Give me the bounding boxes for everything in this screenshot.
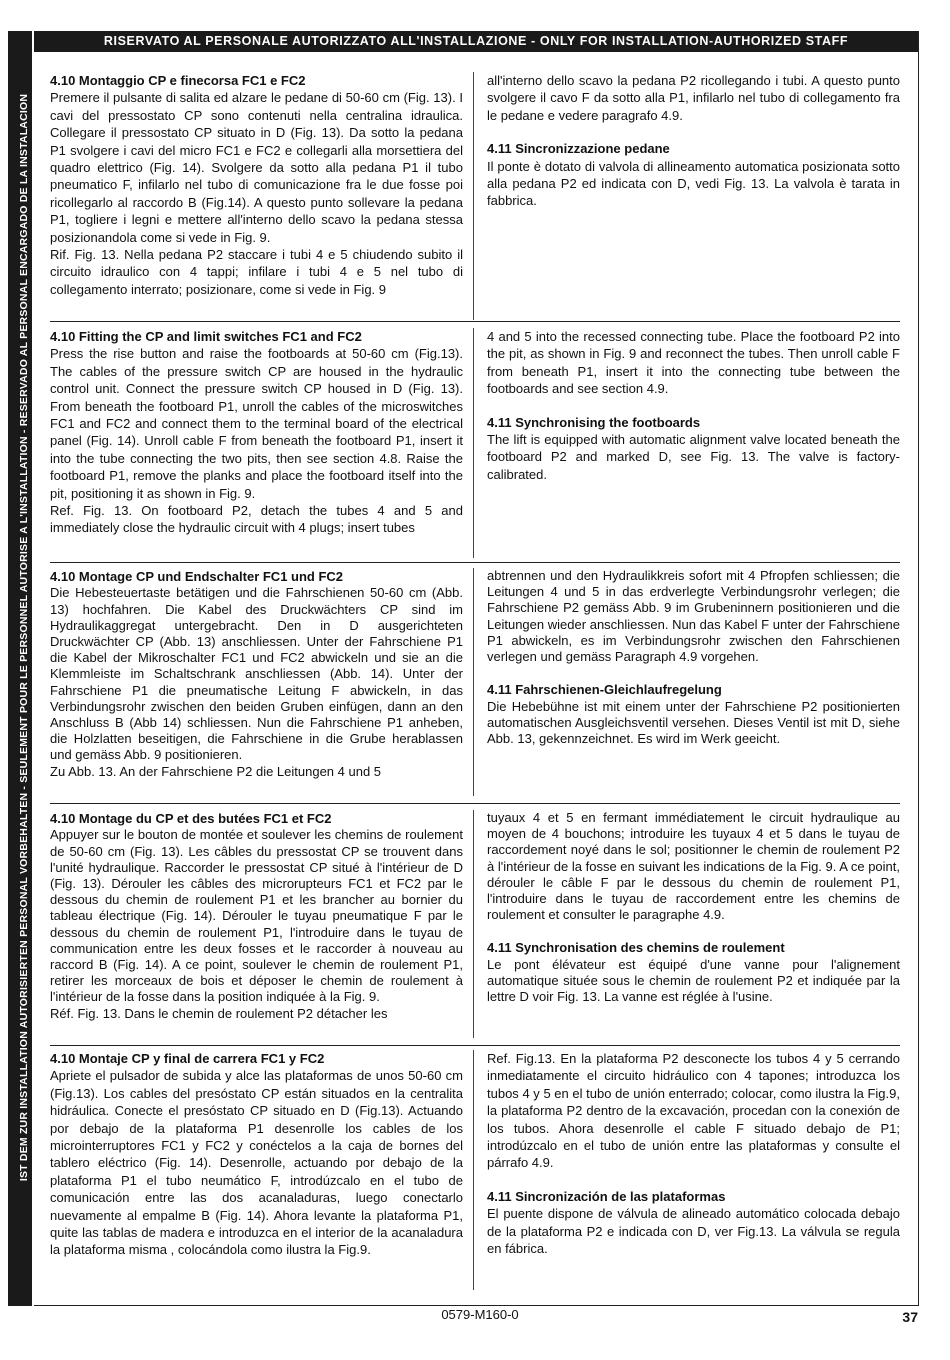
section-fr-right-body: tuyaux 4 et 5 en fermant immédiatement le circuit hydraulique au moyen de 4 bouchons; introduire les tuyaux 4 et 5 dans le tuyau de raccordement noyé dans le sol; positionner le chemin de roulement P2 à l'intérieur de la fosse en suivant les indications de la Fig. 9. A ce point, dérouler le câble F par le dessous du chemin de roulement P1, l'introduire dans le tuyau de raccordement entre les chemins de roulement et consulter le paragraphe 4.9. bbox=[487, 810, 900, 923]
section-en-title: 4.10 Fitting the CP and limit switches FC1 and FC2 bbox=[50, 329, 362, 344]
section-divider bbox=[50, 321, 900, 322]
section-it-title: 4.10 Montaggio CP e finecorsa FC1 e FC2 bbox=[50, 73, 306, 88]
section-de-right-column bbox=[487, 568, 900, 747]
section-es-right-body: Ref. Fig.13. En la plataforma P2 desconecte los tubos 4 y 5 cerrando inmediatamente el circuito hidráulico con 4 tapones; introduzca los tubos 4 y 5 en el tubo de unión enterrado; colocar, como ilustra la Fig.9, la plataforma P2 dentro de la excavación, procedan con la conexión de los tubos. Ahora desenrolle el cable F situado debajo de P1; introdúzcalo en el tubo de unión entre las plataformas y consulte el párrafo 4.9. bbox=[487, 1051, 900, 1171]
section-divider bbox=[50, 803, 900, 804]
section-de-sync-title: 4.11 Fahrschienen-Gleichlaufregelung bbox=[487, 682, 722, 698]
section-en-left-column bbox=[50, 328, 463, 537]
section-it-right-column bbox=[487, 72, 900, 210]
section-it-sync-title: 4.11 Sincronizzazione pedane bbox=[487, 141, 670, 157]
column-divider bbox=[473, 568, 474, 796]
section-fr-body-2: Réf. Fig. 13. Dans le chemin de roulement P2 détacher les bbox=[50, 1005, 388, 1021]
section-en-body-2: Ref. Fig. 13. On footboard P2, detach the tubes 4 and 5 and immediately close the hydraulic circuit with 4 plugs; insert tubes bbox=[50, 503, 463, 536]
section-it-right-body: all'interno dello scavo la pedana P2 ricollegando i tubi. A questo punto svolgere il cavo F da sotto alla P1, infilarlo nel tubo di collegamento fra le pedane e vedere paragrafo 4.9. bbox=[487, 73, 900, 123]
section-en-sync-title: 4.11 Synchronising the footboards bbox=[487, 414, 701, 430]
section-es-left-column bbox=[50, 1050, 463, 1259]
section-en-right-column bbox=[487, 328, 900, 483]
section-en-right-body: 4 and 5 into the recessed connecting tube. Place the footboard P2 into the pit, as shown in Fig. 9 and reconnect the tubes. Then unroll cable F from beneath P1, insert it into the connecting tube between the footboards and see section 4.9. bbox=[487, 329, 900, 397]
section-it-left-column bbox=[50, 72, 463, 298]
section-es-sync-body: El puente dispone de válvula de alineado automático colocada debajo de la plataforma P2 e indicada con D, ver Fig.13. La válvula se regula en fábrica. bbox=[487, 1206, 900, 1257]
section-it-sync-body: Il ponte è dotato di valvola di allineamento automatica posizionata sotto alla pedana P2 ed indicata con D, vedi Fig. 13. La valvola è tarata in fabbrica. bbox=[487, 158, 900, 209]
page-number: 37 bbox=[902, 1309, 918, 1325]
document-code: 0579-M160-0 bbox=[441, 1307, 519, 1322]
section-en-sync-body: The lift is equipped with automatic alignment valve located beneath the footboard P2 and marked D, see Fig. 13. The valve is factory-calibrated. bbox=[487, 432, 900, 482]
column-divider bbox=[473, 72, 474, 320]
section-en-body: Press the rise button and raise the footboards at 50-60 cm (Fig.13). The cables of the pressure switch CP are housed in the hydraulic control unit. Connect the pressure switch CP housed in D (Fig. 13). From beneath the footboard P1, unroll the cables of the microswitches FC1 and FC2 and connect them to the terminal board of the electrical panel (Fig. 14). Unroll cable F from beneath the footboard P1, insert it into the tube connecting the two pits, then see section 4.8. Raise the footboard P1, remove the planks and place the footboard itself into the pit, positioning it as shown in Fig. 9. bbox=[50, 346, 463, 501]
column-divider bbox=[473, 1050, 474, 1290]
top-banner: RISERVATO AL PERSONALE AUTORIZZATO ALL'INSTALLAZIONE - ONLY FOR INSTALLATION-AUTHORIZED STAFF bbox=[34, 31, 918, 52]
section-de-sync-body: Die Hebebühne ist mit einem unter der Fahrschiene P2 positionierten automatischen Ausgleichsventil versehen. Dieses Ventil ist mit D, siehe Abb. 13, gekennzeichnet. Es wird im Werk geeicht. bbox=[487, 698, 900, 747]
section-fr-left-column bbox=[50, 810, 463, 1022]
section-it-body-2: Rif. Fig. 13. Nella pedana P2 staccare i tubi 4 e 5 chiudendo subito il circuito idraulico con 4 tappi; infilare i tubi 4 e 5 nel tubo di collegamento interrato; posizionare, come si vede in Fig. 9 bbox=[50, 247, 463, 297]
section-de-body: Die Hebesteuertaste betätigen und die Fahrschienen 50-60 cm (Abb. 13) hochfahren. Die Kabel des Druckwächters CP sind im Hydraulikaggregat untergebracht. Den in D ausgerichteten Druckwächter CP (Abb. 13) anschliessen. Unter der Fahrschiene P1 die Kabel der Mikroschalter FC1 und FC2 abwickeln und sie an die Klemmleiste im Schaltschrank anschliessen (Abb. 14). Unter der Fahrschiene P1 die pneumatische Leitung F abwickeln, in das Verbindungsrohr zwischen den beiden Gruben einfügen, dann an den Anschluss B (Abb 14) schliessen. Nun die Fahrschiene P1 anheben, die Holzlatten beseitigen, die Fahrschiene in die Grube herablassen und gemäss Abb. 9 positionieren. bbox=[50, 585, 463, 763]
section-de-right-body: abtrennen und den Hydraulikkreis sofort mit 4 Pfropfen schliessen; die Leitungen 4 und 5 in das erdverlegte Verbindungsrohr verlegen; die Fahrschiene P2 gemäss Abb. 9 im Grubeninnern positionieren und die Leitungen wieder anschliessen. Nun das Kabel F unter der Fahrschiene P1 abwickeln, es im Verbindungsrohr zwischen den Fahrschienen verlegen und gemäss Paragraph 4.9 vorgehen. bbox=[487, 568, 900, 665]
section-de-title: 4.10 Montage CP und Endschalter FC1 und FC2 bbox=[50, 569, 344, 584]
side-banner-text: IST DEM ZUR INSTALLATION AUTORISIERTEN PERSONAL VORBEHALTEN - SEULEMENT POUR LE PERSONNEL AUTORISE A L'INSTALLATION - RESERVADO AL PERSONAL ENCARGADO DE LA INSTALACION bbox=[18, 93, 30, 1182]
section-fr-right-column bbox=[487, 810, 900, 1005]
column-divider bbox=[473, 328, 474, 558]
section-es-body: Apriete el pulsador de subida y alce las plataformas de unos 50-60 cm (Fig.13). Los cables del presóstato CP están situados en la centralita hidráulica. Conecte el presóstato CP situado en D (Fig.13). Actuando por debajo de la plataforma P1 desenrolle los cables de los microinterruptores FC1 y FC2 y conéctelos a la caja de bornes del tablero eléctrico (Fig. 14). Desenrolle, actuando por debajo de la plataforma P1 el tubo neumático F, introdúzcalo en el tubo de comunicación entre las dos acanaladuras, luego conectarlo nuevamente al empalme B (Fig. 14). Ahora levante la plataforma P1, quite las tablas de madera e introduzca en el interior de la acanaladura la plataforma misma , colocándola como ilustra la Fig.9. bbox=[50, 1068, 463, 1258]
section-divider bbox=[50, 562, 900, 563]
section-de-left-column bbox=[50, 568, 463, 780]
section-es-right-column bbox=[487, 1050, 900, 1257]
section-fr-sync-title: 4.11 Synchronisation des chemins de roulement bbox=[487, 940, 785, 956]
column-divider bbox=[473, 810, 474, 1038]
section-es-sync-title: 4.11 Sincronización de las plataformas bbox=[487, 1188, 726, 1204]
section-fr-body: Appuyer sur le bouton de montée et soulever les chemins de roulement de 50-60 cm (Fig. 13). Les câbles du pressostat CP se trouvent dans l'unité hydraulique. Raccorder le pressostat CP situé à l'intérieur de D (Fig. 13). Dérouler les câbles des microrupteurs FC1 et FC2 par le dessous du chemin de roulement P1 et les brancher au bornier du tableau électrique (Fig. 14). Dérouler le tuyau pneumatique F par le dessous du chemin de roulement P1, l'introduire dans le tuyau de communication entre les deux fosses et le raccorder à nouveau au raccord B (Fig. 14). A ce point, soulever le chemin de roulement P1, retirer les morceaux de bois et déposer le chemin de roulement à l'intérieur de la fosse dans la position indiquée à la Fig. 9. bbox=[50, 827, 463, 1005]
section-fr-title: 4.10 Montage du CP et des butées FC1 et FC2 bbox=[50, 811, 332, 826]
section-divider bbox=[50, 1045, 900, 1046]
section-de-body-2: Zu Abb. 13. An der Fahrschiene P2 die Leitungen 4 und 5 bbox=[50, 763, 382, 779]
page-right-rule bbox=[918, 31, 919, 1306]
section-es-title: 4.10 Montaje CP y final de carrera FC1 y FC2 bbox=[50, 1051, 325, 1066]
section-it-body: Premere il pulsante di salita ed alzare le pedane di 50-60 cm (Fig. 13). I cavi del pressostato CP sono contenuti nella centralina idraulica. Collegare il pressostato CP situato in D (Fig. 13). Da sotto la pedana P1 svolgere i cavi del micro FC1 e FC2 e collegarli alla morsettiera del quadro elettrico (Fig. 14). Svolgere da sotto alla pedana P1 il tubo pneumatico F, infilarlo nel tubo di comunicazione fra le due fosse poi ricollegarlo al raccordo B (Fig.14). A questo punto sollevare la pedana P1, togliere i legni e mettere all'interno dello scavo la pedana stessa posizionandola come si vede in Fig. 9. bbox=[50, 90, 463, 245]
footer-rule bbox=[34, 1305, 918, 1306]
section-fr-sync-body: Le pont élévateur est équipé d'une vanne pour l'alignement automatique située sous le chemin de roulement P2 et indiquée par la lettre D voir Fig. 13. La vanne est réglée à l'usine. bbox=[487, 956, 900, 1005]
